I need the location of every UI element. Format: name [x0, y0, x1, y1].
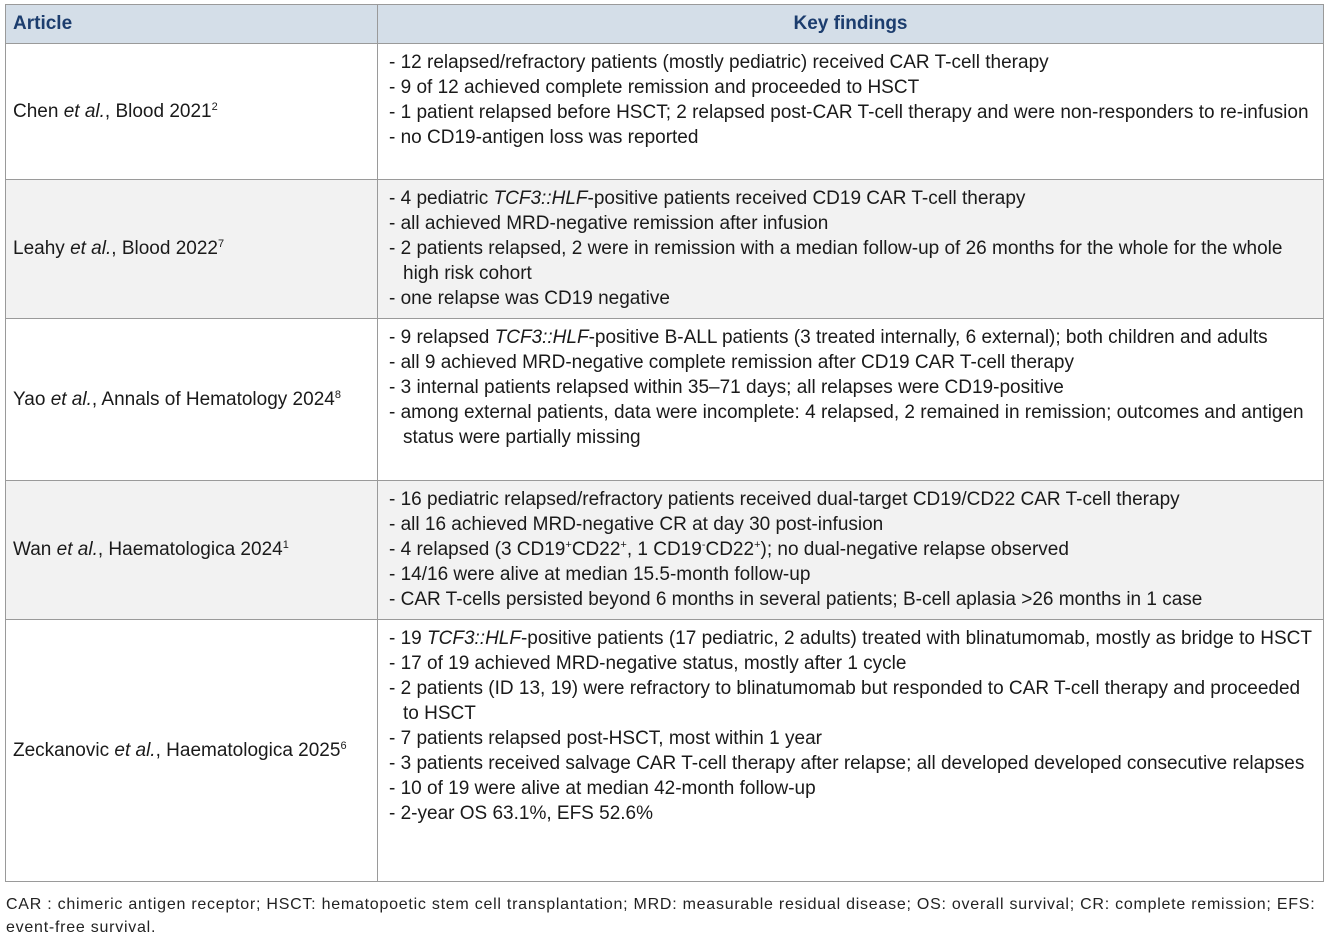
finding-text: - all 9 achieved MRD-negative complete remission after CD19 CAR T-cell therapy: [389, 352, 1074, 373]
findings-cell: [378, 319, 1324, 481]
article-cell: [6, 180, 378, 319]
finding-item: [389, 186, 1319, 211]
finding-text: - CAR T-cells persisted beyond 6 months in several patients; B-cell aplasia >26 months in 1 case: [389, 589, 1203, 610]
article-cell: [6, 319, 378, 481]
finding-text: , 1 CD19: [626, 539, 702, 560]
article-cell: [6, 481, 378, 620]
article-journal: , Annals of Hematology 2024: [91, 388, 335, 410]
article-author: Chen: [13, 100, 59, 122]
table-footnote: CAR : chimeric antigen receptor; HSCT: hematopoetic stem cell transplantation; MRD: measurable residual disease; OS: overall survival; CR: complete remission; EFS: event-free survival.: [6, 896, 1316, 936]
header-key-findings: Key findings: [378, 5, 1324, 44]
article-reference: 8: [334, 388, 341, 401]
finding-item: [389, 75, 1319, 100]
finding-item: [389, 626, 1319, 651]
finding-item: [389, 286, 1319, 311]
finding-text: - 4 pediatric: [389, 188, 494, 209]
finding-text: - 1 patient relapsed before HSCT; 2 relapsed post-CAR T-cell therapy and were non-responders to re-infusion: [389, 102, 1309, 123]
finding-text: - 2-year OS 63.1%, EFS 52.6%: [389, 803, 654, 824]
finding-item: [389, 50, 1319, 75]
finding-text: -positive patients (17 pediatric, 2 adults) treated with blinatumomab, mostly as bridge to HSCT: [520, 628, 1312, 649]
finding-text: - all achieved MRD-negative remission after infusion: [389, 213, 829, 234]
finding-text: - 14/16 were alive at median 15.5-month follow-up: [389, 564, 811, 585]
table-row: [6, 620, 1324, 882]
finding-item: [389, 751, 1319, 776]
finding-item: [389, 100, 1319, 125]
superscript: +: [620, 539, 627, 551]
article-journal: , Haematologica 2025: [155, 739, 341, 761]
article-journal: , Haematologica 2024: [97, 539, 283, 560]
finding-text: - 9 of 12 achieved complete remission and proceeded to HSCT: [389, 77, 920, 98]
finding-item: [389, 350, 1319, 375]
finding-item: [389, 375, 1319, 400]
header-article: Article: [6, 5, 378, 44]
finding-item: [389, 125, 1319, 150]
finding-text: CD22: [705, 539, 755, 560]
finding-item: [389, 400, 1319, 450]
gene-name: TCF3::HLF: [427, 628, 521, 649]
article-etal: et al.: [50, 388, 92, 410]
article-cell: [6, 620, 378, 882]
article-reference: 6: [340, 739, 347, 752]
finding-item: [389, 801, 1319, 826]
table-row: [6, 319, 1324, 481]
findings-cell: [378, 44, 1324, 180]
finding-text: - one relapse was CD19 negative: [389, 288, 670, 309]
article-reference: 1: [282, 539, 289, 551]
gene-name: TCF3::HLF: [494, 327, 589, 348]
finding-text: - among external patients, data were incomplete: 4 relapsed, 2 remained in remission; outcomes and antigen status were partially missing: [389, 402, 1304, 448]
finding-item: [389, 487, 1319, 512]
article-author: Leahy: [13, 238, 65, 259]
finding-text: - 3 internal patients relapsed within 35–71 days; all relapses were CD19-positive: [389, 377, 1064, 398]
article-etal: et al.: [70, 238, 112, 259]
finding-text: - 12 relapsed/refractory patients (mostly pediatric) received CAR T-cell therapy: [389, 52, 1049, 73]
article-reference: 7: [217, 238, 225, 250]
article-cell: [6, 44, 378, 180]
finding-item: [389, 562, 1319, 587]
gene-name: TCF3::HLF: [493, 188, 588, 209]
findings-cell: [378, 180, 1324, 319]
finding-text: - 16 pediatric relapsed/refractory patients received dual-target CD19/CD22 CAR T-cell therapy: [389, 489, 1180, 510]
finding-item: [389, 587, 1319, 612]
article-journal: , Blood 2021: [104, 100, 212, 122]
finding-item: [389, 211, 1319, 236]
finding-text: - 9 relapsed: [389, 327, 495, 348]
findings-cell: [378, 620, 1324, 882]
findings-table: [5, 4, 1324, 882]
finding-text: - 2 patients relapsed, 2 were in remission with a median follow-up of 26 months for the whole for the whole high risk cohort: [389, 238, 1283, 284]
header-row: [6, 5, 1324, 44]
article-author: Yao: [13, 388, 46, 410]
article-reference: 2: [211, 100, 218, 113]
finding-text: - 7 patients relapsed post-HSCT, most within 1 year: [389, 728, 822, 749]
table-row: [6, 481, 1324, 620]
finding-item: [389, 236, 1319, 286]
table-row: [6, 44, 1324, 180]
finding-text: - all 16 achieved MRD-negative CR at day 30 post-infusion: [389, 514, 884, 535]
finding-text: ); no dual-negative relapse observed: [760, 539, 1069, 560]
article-journal: , Blood 2022: [111, 238, 218, 259]
article-etal: et al.: [114, 739, 156, 761]
finding-text: - 4 relapsed (3 CD19: [389, 539, 566, 560]
finding-item: [389, 676, 1319, 726]
finding-text: -positive B-ALL patients (3 treated internally, 6 external); both children and adults: [588, 327, 1268, 348]
article-author: Zeckanovic: [13, 739, 110, 761]
finding-text: -positive patients received CD19 CAR T-cell therapy: [587, 188, 1026, 209]
finding-text: - 2 patients (ID 13, 19) were refractory to blinatumomab but responded to CAR T-cell therapy and proceeded to HSCT: [389, 678, 1301, 724]
finding-text: - 3 patients received salvage CAR T-cell therapy after relapse; all developed developed consecutive relapses: [389, 753, 1305, 774]
finding-text: - 17 of 19 achieved MRD-negative status, mostly after 1 cycle: [389, 653, 907, 674]
finding-item: [389, 651, 1319, 676]
superscript: +: [754, 539, 761, 551]
article-author: Wan: [13, 539, 52, 560]
finding-text: - no CD19-antigen loss was reported: [389, 127, 699, 148]
superscript: -: [701, 539, 706, 551]
finding-text: - 10 of 19 were alive at median 42-month follow-up: [389, 778, 816, 799]
finding-item: [389, 776, 1319, 801]
finding-item: [389, 512, 1319, 537]
findings-cell: [378, 481, 1324, 620]
finding-item: [389, 325, 1319, 350]
superscript: +: [565, 539, 572, 551]
finding-item: [389, 537, 1319, 562]
finding-text: CD22: [571, 539, 621, 560]
article-etal: et al.: [63, 100, 105, 122]
finding-item: [389, 726, 1319, 751]
finding-text: - 19: [389, 628, 428, 649]
article-etal: et al.: [56, 539, 98, 560]
table-row: [6, 180, 1324, 319]
